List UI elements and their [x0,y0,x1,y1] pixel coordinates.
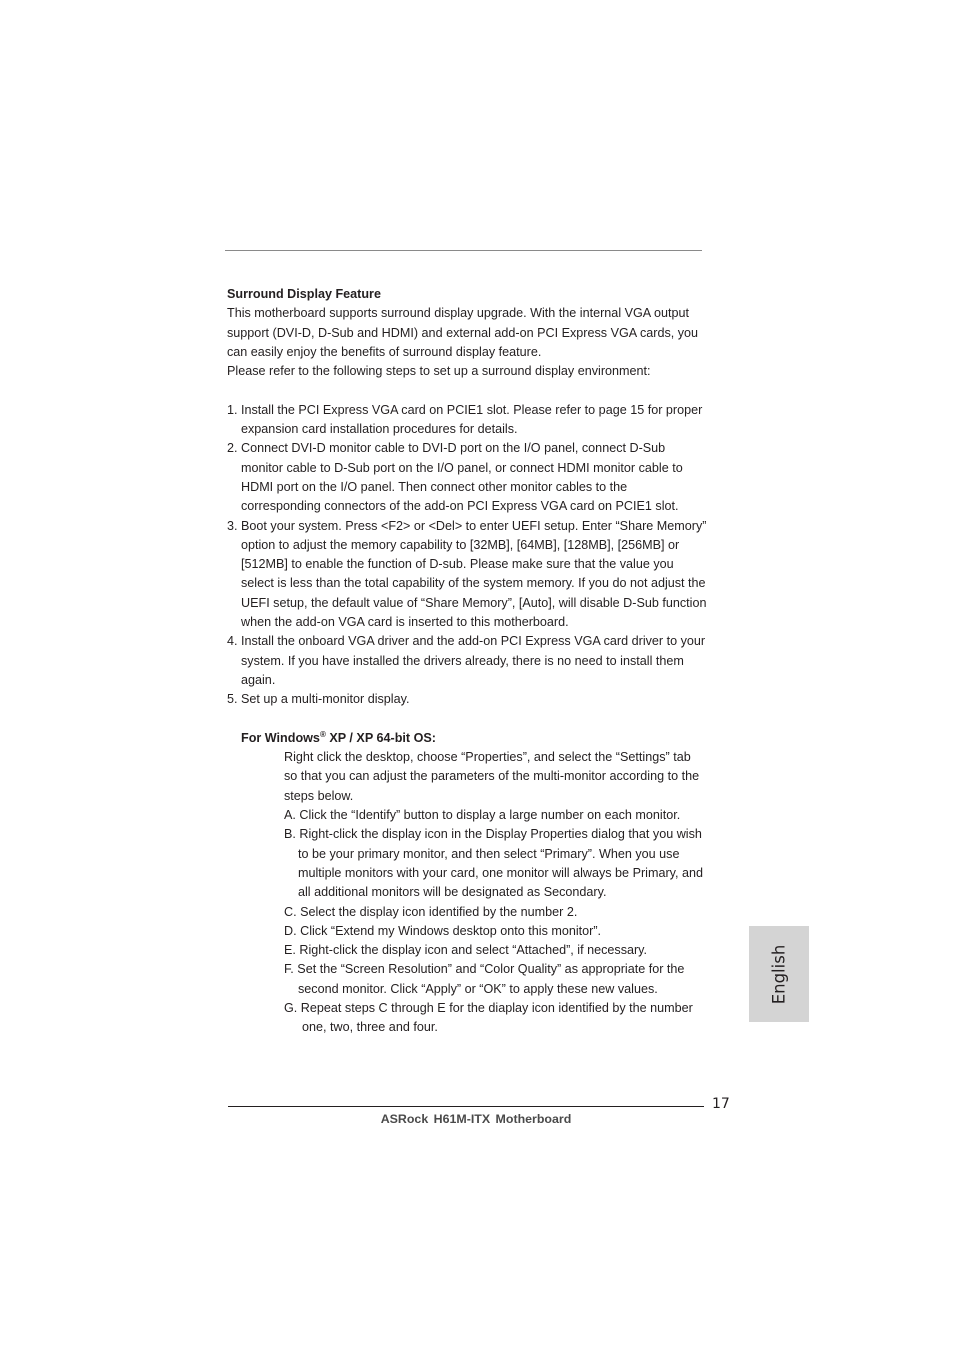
page-number: 17 [712,1096,730,1112]
list-item: G. Repeat steps C through E for the diaplay icon identified by the number one, two, three and four. [284,1000,693,1035]
header-divider [225,250,702,251]
language-label: English [769,944,789,1004]
step-number: 4. [227,634,238,649]
step-number: 1. [227,402,238,417]
lead-paragraph: Please refer to the following steps to set up a surround display environment: [227,364,651,379]
intro-paragraph: This motherboard supports surround display upgrade. With the internal VGA output support (DVI-D, D-Sub and HDMI) and external add-on PCI Express VGA cards, you can easily enjoy the benefits of surround display feature. [227,306,699,359]
step-text: Set up a multi-monitor display. [241,692,410,707]
registered-mark: ® [319,729,326,739]
step-text: Install the PCI Express VGA card on PCIE1 slot. Please refer to page 15 for proper expansion card installation procedures for details. [241,402,703,437]
list-item: C. Select the display icon identified by the number 2. [284,904,578,919]
language-tab [749,926,809,1022]
windows-steps-list [284,806,707,1038]
step-number: 5. [227,692,238,707]
list-item [227,517,707,633]
list-item: D. Click “Extend my Windows desktop onto this monitor”. [284,923,602,938]
windows-heading: For Windows® XP / XP 64-bit OS: [241,729,436,745]
list-item: F. Set the “Screen Resolution” and “Color Quality” as appropriate for the second monitor. Click “Apply” or “OK” to apply these new values. [284,962,685,996]
setup-steps-list [227,401,707,710]
windows-instructions [284,748,707,1037]
step-number: 3. [227,518,238,533]
section-title: Surround Display Feature [227,287,381,301]
footer-divider [228,1106,704,1107]
windows-intro: Right click the desktop, choose “Properties”, and select the “Settings” tab so that you can adjust the parameters of the multi-monitor according to the steps below. [284,750,700,803]
list-item [227,690,707,709]
step-text: Connect DVI-D monitor cable to DVI-D port on the I/O panel, connect D-Sub monitor cable to D-Sub port on the I/O panel, or connect HDMI monitor cable to HDMI port on the I/O panel. Then connect other monitor cables to the corresponding connectors of the add-on PCI Express VGA card on PCIE1 slot. [241,441,683,514]
list-item: A. Click the “Identify” button to display a large number on each monitor. [284,808,681,823]
step-text: Install the onboard VGA driver and the add-on PCI Express VGA card driver to your system. If you have installed the drivers already, there is no need to install them again. [241,634,706,687]
page-content [227,285,707,1038]
list-item: B. Right-click the display icon in the Display Properties dialog that you wish to be your primary monitor, and then select “Primary”. When you use multiple monitors with your card, one monitor will always be Primary, and all additional monitors will be designated as Secondary. [284,827,704,900]
list-item: E. Right-click the display icon and select “Attached”, if necessary. [284,943,648,958]
footer-product-name: ASRock H61M-ITX Motherboard [380,1112,572,1126]
list-item [227,632,707,690]
list-item [227,439,707,516]
list-item [227,401,707,440]
step-text: Boot your system. Press <F2> or <Del> to enter UEFI setup. Enter “Share Memory” option to adjust the memory capability to [32MB], [64MB], [128MB], [256MB] or [512MB] to enable the function of D-sub. Please make sure that the value you select is less than the total capability of the system memory. If you do not adjust the UEFI setup, the default value of “Share Memory”, [Auto], will disable D-Sub function when the add-on VGA card is inserted to this motherboard. [241,518,707,630]
step-number: 2. [227,441,238,456]
